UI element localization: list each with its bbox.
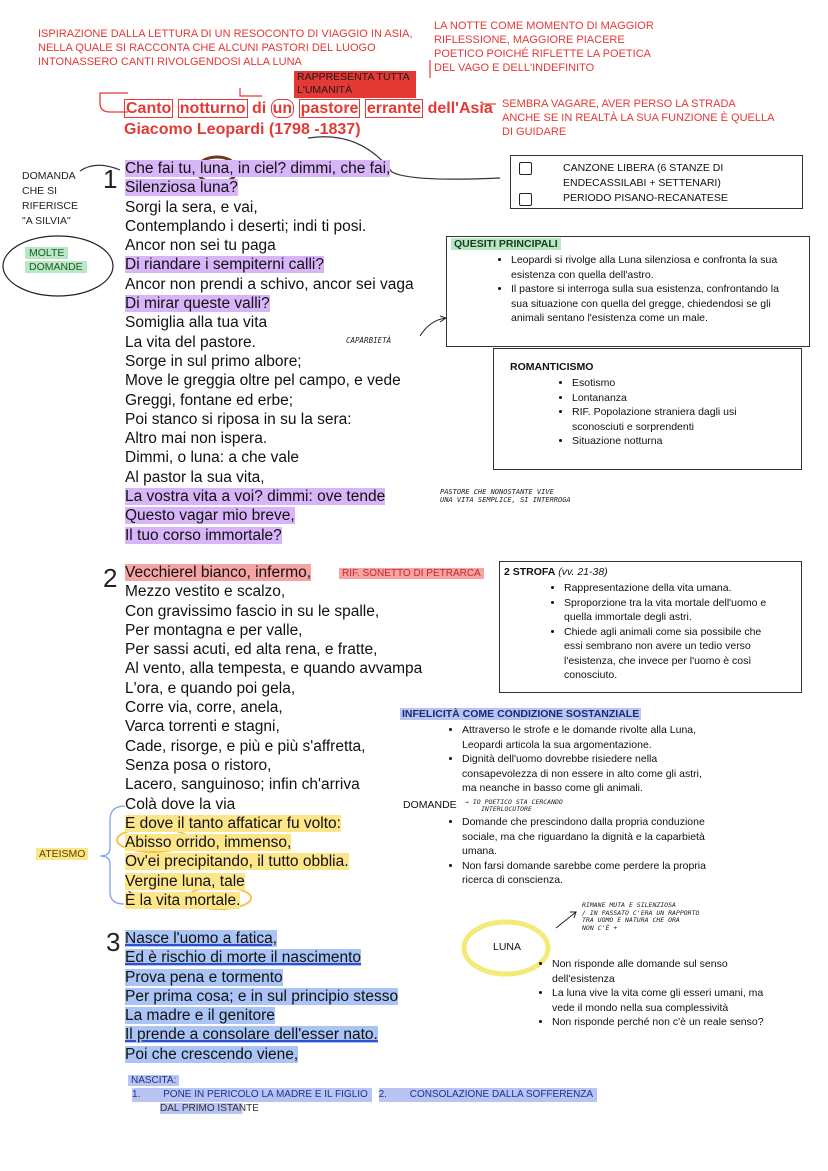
verse: Prova pena e tormento bbox=[125, 968, 283, 986]
list-item: • Esotismo bbox=[572, 376, 772, 391]
romanticismo-panel bbox=[493, 348, 802, 470]
stanza-1 bbox=[125, 159, 414, 545]
verse: Di riandare i sempiterni calli? bbox=[125, 256, 324, 274]
verse: Ed è rischio di morte il nascimento bbox=[125, 949, 362, 967]
luna-arrow bbox=[556, 912, 576, 928]
verse: Colà dove la via bbox=[125, 795, 236, 813]
list-item: • La luna vive la vita come gli esseri umani, ma vede il mondo nella sua complessività bbox=[552, 986, 828, 1015]
verse: Cade, risorge, e più e più s'affretta, bbox=[125, 737, 366, 755]
romanticismo-title: ROMANTICISMO bbox=[510, 361, 594, 373]
verse: Per prima cosa; e in sul principio stesso bbox=[125, 987, 399, 1005]
verse: Poi stanco si riposa in su la sera: bbox=[125, 410, 352, 428]
stanza-2 bbox=[125, 563, 422, 910]
list-item: • Domande che prescindono dalla propria conduzione sociale, ma che riguardano la dignità e la caparbietà umana. bbox=[462, 815, 792, 859]
verse: Ov'ei precipitando, il tutto obblia. bbox=[125, 853, 349, 871]
verse: E dove il tanto affaticar fu volto: bbox=[125, 814, 341, 832]
luna-label: LUNA bbox=[493, 941, 522, 953]
humanity-connector bbox=[240, 88, 262, 96]
stanza-number-3: 3 bbox=[106, 927, 121, 957]
title-word-notturno: notturno bbox=[179, 100, 246, 117]
verse: Sorgi la sera, e vai, bbox=[125, 198, 258, 216]
title-word-canto: Canto bbox=[126, 100, 172, 117]
verse: Per montagna e per valle, bbox=[125, 621, 303, 639]
shepherd-handnote: PASTORE CHE NONOSTANTE VIVE UNA VITA SEMPLICE, SI INTERROGA bbox=[440, 488, 571, 504]
verse: Mezzo vestito e scalzo, bbox=[125, 583, 286, 601]
verse: Il prende a consolare dell'esser nato. bbox=[125, 1026, 378, 1044]
title-word-di: di bbox=[251, 100, 267, 117]
list-item: • Lontananza bbox=[572, 391, 772, 406]
checkbox-period[interactable] bbox=[519, 193, 532, 206]
atheism-tag: ATEISMO bbox=[36, 848, 88, 860]
verse: Al vento, alla tempesta, e quando avvampa bbox=[125, 660, 423, 678]
quesiti-title: QUESITI PRINCIPALI bbox=[451, 238, 561, 250]
verse: Questo vagar mio breve, bbox=[125, 507, 295, 525]
verse: Di mirar queste valli? bbox=[125, 295, 270, 313]
verse: Altro mai non ispera. bbox=[125, 430, 268, 448]
nascita-block: NASCITA: 1. PONE IN PERICOLO LA MADRE E IL FIGLIO 2. CONSOLAZIONE DALLA SOFFERENZA DAL PRIMO ISTANTE bbox=[128, 1074, 597, 1116]
list-item: • RIF. Popolazione straniera dagli usi sconosciuti e sorprendenti bbox=[572, 405, 772, 434]
verse: Che fai tu, luna, in ciel? dimmi, che fai, bbox=[125, 160, 391, 177]
list-item: • Leopardi si rivolge alla Luna silenziosa e confronta la sua esistenza con quella dell'astro. bbox=[511, 253, 791, 282]
quesiti-list bbox=[447, 253, 791, 326]
verse: Ancor non prendi a schivo, ancor sei vaga bbox=[125, 275, 414, 293]
list-item: • Sproporzione tra la vita mortale dell'uomo e quella immortale degli astri. bbox=[564, 596, 794, 625]
checkbox-form[interactable] bbox=[519, 162, 532, 175]
list-item: • Chiede agli animali come sia possibile che essi sembrano non avere un tedio verso l'esistenza, che invece per l'uomo è così conosciuto. bbox=[564, 625, 794, 683]
humanity-note: RAPPRESENTA TUTTA L'UMANITÀ bbox=[294, 71, 416, 98]
list-item: • Situazione notturna bbox=[572, 434, 772, 449]
title-word-asia: dell'Asia bbox=[427, 100, 493, 117]
verse: L'ora, e quando poi gela, bbox=[125, 679, 296, 697]
strofa-2-title: 2 STROFA bbox=[504, 566, 556, 578]
author-line: Giacomo Leopardi (1798 -1837) bbox=[124, 121, 361, 138]
quesiti-panel bbox=[446, 236, 810, 347]
domande-handnote: → IO POETICO STA CERCANDO INTERLOCUTORE bbox=[465, 798, 563, 813]
list-item: • Non risponde alle domande sul senso dell'esistenza bbox=[552, 957, 828, 986]
luna-handnote: RIMANE MUTA E SILENZIOSA / IN PASSATO C'ERA UN RAPPORTO TRA UOMO E NATURA CHE ORA NON C'È + bbox=[582, 901, 700, 932]
verse: Greggi, fontane ed erbe; bbox=[125, 391, 294, 409]
verse: La madre e il genitore bbox=[125, 1007, 275, 1025]
strofa-2-panel: 2 STROFA (vv. 21-38) • Rappresentazione della vita umana. • Sproporzione tra la vita mortale dell'uomo e quella immortale degli astri. • Chiede agli animali come sia possibile che essi sembrano non avere un tedio verso l'esistenza, che invece per l'uomo è così conosciuto. bbox=[499, 561, 802, 693]
romanticismo-list bbox=[494, 376, 772, 449]
list-item: • Dignità dell'uomo dovrebbe risiedere nella consapevolezza di non essere in alto come gli astri, ma neanche in basso come gli animali. bbox=[462, 752, 792, 796]
domande-label: DOMANDE bbox=[403, 799, 457, 811]
list-item: • Non risponde perché non c'è un reale senso? bbox=[552, 1015, 828, 1030]
verse: Dimmi, o luna: a che vale bbox=[125, 449, 300, 467]
verse: La vostra vita a voi? dimmi: ove tende bbox=[125, 488, 386, 506]
stanza-3 bbox=[125, 929, 398, 1064]
verse: Per sassi acuti, ed alta rena, e fratte, bbox=[125, 641, 378, 659]
verse: È la vita mortale. bbox=[125, 892, 241, 910]
title-word-errante: errante bbox=[366, 100, 422, 117]
list-item: • Rappresentazione della vita umana. bbox=[564, 581, 794, 596]
domande-list bbox=[406, 815, 792, 888]
page-title bbox=[124, 100, 493, 118]
infelicita-list bbox=[406, 723, 792, 796]
question-note: DOMANDA CHE SI RIFERISCE "A SILVIA" bbox=[22, 170, 79, 227]
stanza-number-1: 1 bbox=[103, 164, 118, 194]
verse: Lacero, sanguinoso; infin ch'arriva bbox=[125, 776, 360, 794]
source-note: ISPIRAZIONE DALLA LETTURA DI UN RESOCONTO DI VIAGGIO IN ASIA, NELLA QUALE SI RACCONTA CHE ALCUNI PASTORI DEL LUOGO INTONASSERO CANTI RIVOLGENDOSI ALLA LUNA bbox=[38, 28, 413, 68]
title-word-un: un bbox=[272, 100, 293, 117]
verse: Senza posa o ristoro, bbox=[125, 756, 272, 774]
verse: Vergine luna, tale bbox=[125, 872, 245, 890]
night-note: LA NOTTE COME MOMENTO DI MAGGIOR RIFLESSIONE, MAGGIORE PIACERE POETICO POICHÉ RIFLETTE LA POETICA DEL VAGO E DELL'INDEFINITO bbox=[434, 20, 654, 74]
atheism-brace bbox=[100, 806, 125, 904]
verse: Abisso orrido, immenso, bbox=[125, 834, 292, 852]
form-checklist: CANZONE LIBERA (6 STANZE DI ENDECASSILABI + SETTENARI) PERIODO PISANO-RECANATESE bbox=[510, 155, 803, 209]
verse: Poi che crescendo viene, bbox=[125, 1045, 299, 1063]
verse: Varca torrenti e stagni, bbox=[125, 718, 280, 736]
verse: Corre via, corre, anela, bbox=[125, 699, 283, 717]
list-item: • Non farsi domande sarebbe come perdere la propria ricerca di conscienza. bbox=[462, 859, 792, 888]
verse: Al pastor la sua vita, bbox=[125, 468, 265, 486]
verse: Ancor non sei tu paga bbox=[125, 237, 276, 255]
verse: Somiglia alla tua vita bbox=[125, 314, 268, 332]
verse: La vita del pastore. bbox=[125, 333, 256, 351]
luna-list bbox=[496, 957, 828, 1030]
verse: Con gravissimo fascio in su le spalle, bbox=[125, 602, 380, 620]
verse: Silenziosa luna? bbox=[125, 179, 238, 197]
stanza-number-2: 2 bbox=[103, 563, 118, 593]
stubbornness-handnote: CAPARBIETÀ bbox=[346, 336, 392, 345]
strofa-2-list bbox=[500, 581, 794, 683]
verse: Nasce l'uomo a fatica, bbox=[125, 930, 278, 947]
verse: Vecchierel bianco, infermo, bbox=[125, 564, 312, 581]
list-item: • Il pastore si interroga sulla sua esistenza, confrontando la sua situazione con quella del gregge, chiedendosi se gli animali sentano l'esistenza come un male. bbox=[511, 282, 791, 326]
many-questions-tag: MOLTE DOMANDE bbox=[25, 246, 87, 274]
list-item: • Attraverso le strofe e le domande rivolte alla Luna, Leopardi articola la sua argomentazione. bbox=[462, 723, 792, 752]
verse: Contemplando i deserti; indi ti posi. bbox=[125, 217, 367, 235]
verse: Move le greggia oltre pel campo, e vede bbox=[125, 372, 401, 390]
infelicita-title: INFELICITÀ COME CONDIZIONE SOSTANZIALE bbox=[402, 708, 640, 720]
verse: Il tuo corso immortale? bbox=[125, 526, 282, 544]
title-word-pastore: pastore bbox=[300, 100, 359, 117]
wander-note: SEMBRA VAGARE, AVER PERSO LA STRADA ANCHE SE IN REALTÀ LA SUA FUNZIONE È QUELLA DI GUIDARE bbox=[502, 98, 775, 138]
petrarca-tag: RIF. SONETTO DI PETRARCA bbox=[336, 567, 487, 580]
verse: Sorge in sul primo albore; bbox=[125, 352, 302, 370]
